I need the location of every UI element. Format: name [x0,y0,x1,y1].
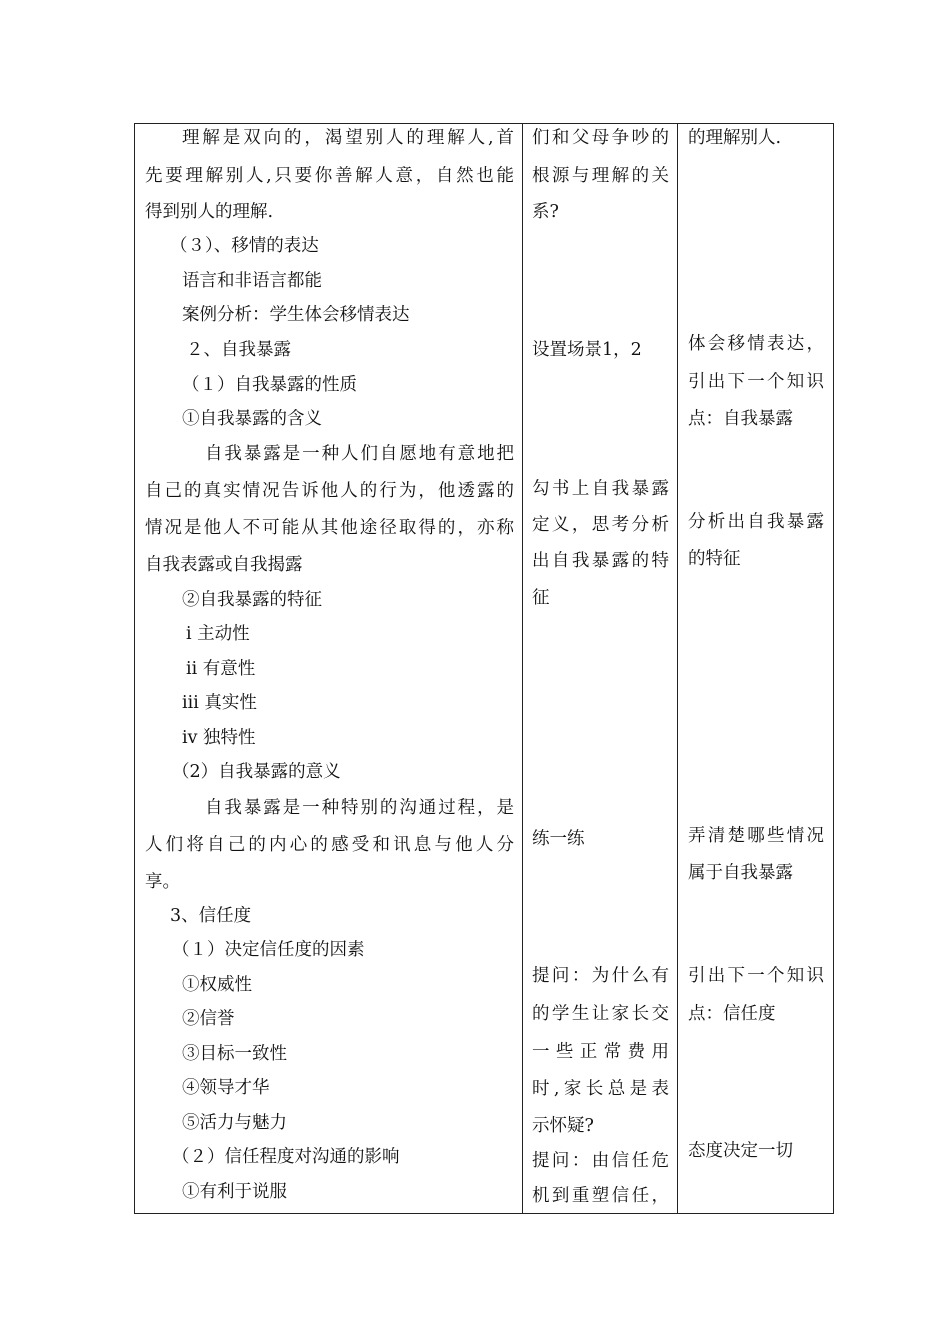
col1-line: 享。 [145,872,180,892]
col1-line: （３）、移情的表达 [170,236,319,256]
col1-line: （１）决定信任度的因素 [172,940,365,960]
col1-line: 理解是双向的，渴望别人的理解人,首 [182,128,514,148]
col3-line: 的理解别人. [688,128,782,148]
col1-line: 情况是他人不可能从其他途径取得的，亦称 [145,518,514,538]
col1-line: ⅲ 真实性 [182,693,257,713]
col1-line: 自我表露或自我揭露 [145,555,303,575]
col1-line: （１）自我暴露的性质 [182,375,357,395]
col2-line: 征 [532,588,550,608]
col2-line: 时,家长总是表 [532,1079,669,1099]
column-divider-1 [522,124,523,1213]
col2-line: 定义，思考分析 [532,515,669,535]
col1-line: ②自我暴露的特征 [182,590,322,610]
col2-line: 们和父母争吵的 [532,128,669,148]
col2-line: 一些正常费用 [532,1042,669,1062]
col2-line: 出自我暴露的特 [532,551,669,571]
col1-line: ④领导才华 [182,1078,270,1098]
col1-line: 自我暴露是一种特别的沟通过程，是 [205,798,514,818]
col3-line: 分析出自我暴露 [688,512,824,532]
col1-line: ⑤活力与魅力 [182,1113,287,1133]
col1-line: 语言和非语言都能 [182,271,322,291]
col3-line: 的特征 [688,549,741,569]
col2-line: 机到重塑信任， [532,1186,669,1206]
col3-line: 属于自我暴露 [688,863,793,883]
col1-line: ①有利于说服 [182,1182,287,1202]
col1-line: ①权威性 [182,975,252,995]
col3-line: 弄清楚哪些情况 [688,826,824,846]
col2-line: 练一练 [532,829,585,849]
col1-line: 3、信任度 [170,906,252,926]
col2-line: 提问：为什么有 [532,966,669,986]
col2-line: 示怀疑? [532,1116,594,1136]
col1-line: （２）信任程度对沟通的影响 [172,1147,400,1167]
col1-line: 自己的真实情况告诉他人的行为，他透露的 [145,481,514,501]
col1-line: （2）自我暴露的意义 [172,762,341,782]
col2-line: 提问：由信任危 [532,1151,669,1171]
col2-line: 根源与理解的关 [532,166,669,186]
col3-line: 体会移情表达， [688,334,824,354]
col1-line: 自我暴露是一种人们自愿地有意地把 [205,444,514,464]
col1-line: ⅳ 独特性 [182,728,256,748]
col2-line: 系? [532,202,559,222]
col2-line: 勾书上自我暴露 [532,479,669,499]
col3-line: 点：自我暴露 [688,409,793,429]
col1-line: ２、自我暴露 [186,340,291,360]
col1-line: ③目标一致性 [182,1044,287,1064]
col1-line: 得到别人的理解. [145,202,274,222]
col2-line: 设置场景1，2 [532,340,642,360]
column-divider-2 [677,124,678,1213]
col3-line: 点：信任度 [688,1004,776,1024]
col1-line: ⅱ 有意性 [186,659,256,679]
col1-line: 先要理解别人,只要你善解人意，自然也能 [145,166,514,186]
col2-line: 的学生让家长交 [532,1004,669,1024]
col1-line: 案例分析：学生体会移情表达 [182,305,410,325]
col1-line: 人们将自己的内心的感受和讯息与他人分 [145,835,514,855]
col1-line: ⅰ 主动性 [186,624,250,644]
col1-line: ②信誉 [182,1009,235,1029]
col3-line: 引出下一个知识 [688,966,824,986]
col3-line: 态度决定一切 [688,1141,793,1161]
col3-line: 引出下一个知识 [688,372,824,392]
col1-line: ①自我暴露的含义 [182,409,322,429]
